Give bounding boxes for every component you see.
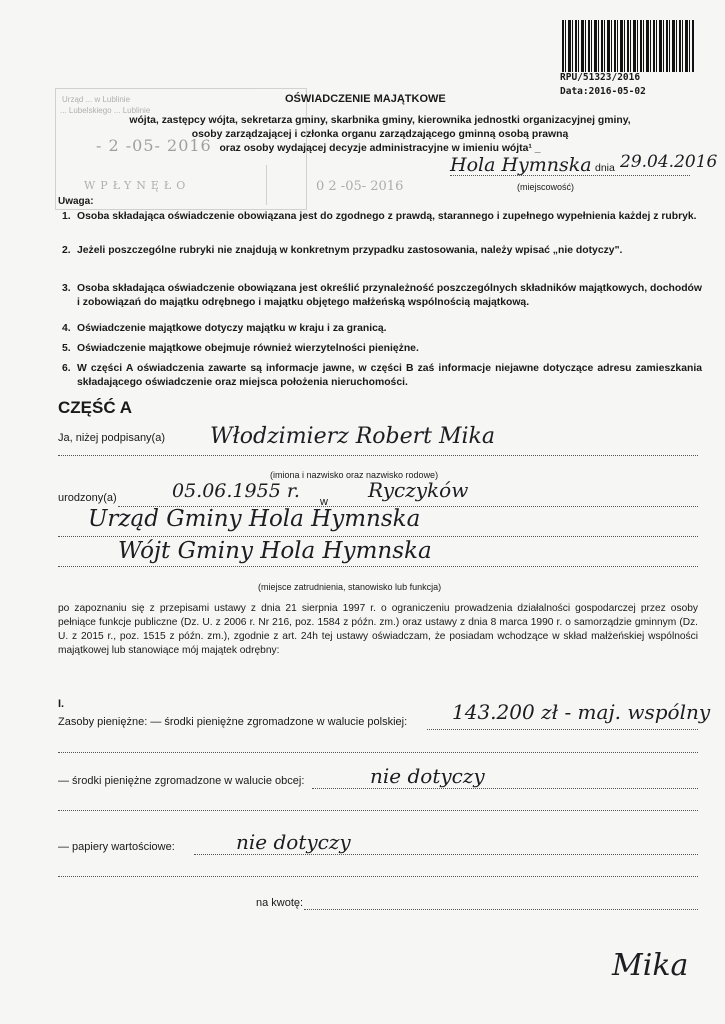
born-place-handwritten: Ryczyków: [368, 478, 469, 502]
amount-label: na kwotę:: [256, 897, 304, 909]
header-line-3: oraz osoby wydającej decyzje administracyjne w imieniu wójta¹ _: [219, 143, 541, 154]
securities-dotted-line-2: [58, 876, 698, 877]
employment-dotted-line-2: [58, 566, 698, 567]
instruction-number: 6.: [62, 363, 71, 374]
instruction-text: Jeżeli poszczególne rubryki nie znajdują w konkretnym przypadku zastosowania, należy wpisać „nie dotyczy".: [77, 245, 623, 256]
uwaga-label: Uwaga:: [58, 196, 94, 207]
header-lines: [70, 114, 690, 156]
stamp-date: - 2 -05- 2016: [96, 136, 212, 155]
place-handwritten: Hola Hymnska: [450, 154, 592, 176]
dnia-label: dnia: [595, 162, 615, 174]
pln-funds-label: Zasoby pieniężne: — środki pieniężne zgromadzone w walucie polskiej:: [58, 716, 408, 728]
declarant-dotted-line: [58, 455, 698, 456]
stamp-date-2: 0 2 -05- 2016: [316, 179, 404, 194]
document-title: OŚWIADCZENIE MAJĄTKOWE: [285, 93, 446, 105]
born-date-handwritten: 05.06.1955 r.: [172, 480, 300, 502]
employment-caption: (miejsce zatrudnienia, stanowisko lub funkcja): [258, 582, 442, 592]
amount-dotted-line: [304, 909, 698, 910]
signature-handwritten: Mika: [612, 948, 689, 983]
instruction-number: 3.: [62, 283, 71, 294]
employment-line-2-handwritten: Wójt Gminy Hola Hymnska: [118, 538, 432, 564]
instruction-number: 1.: [62, 211, 71, 222]
date-handwritten: 29.04.2016: [620, 152, 718, 172]
securities-dotted-line: [194, 854, 698, 855]
foreign-dotted-line: [312, 788, 698, 789]
born-in-label: w: [320, 496, 328, 508]
instruction-text: Osoba składająca oświadczenie obowiązana jest do zgodnego z prawdą, starannego i zupełnego wypełnienia każdej z rubryk.: [77, 211, 697, 222]
name-caption: (imiona i nazwisko oraz nazwisko rodowe): [270, 470, 439, 480]
foreign-funds-label: — środki pieniężne zgromadzone w walucie obcej:: [58, 775, 305, 787]
header-line-2: osoby zarządzającej i członka organu zarządzającego gminną osobą prawną: [191, 129, 569, 140]
place-caption: (miejscowość): [517, 182, 575, 192]
instruction-text: Oświadczenie majątkowe dotyczy majątku w kraju i za granicą.: [77, 323, 387, 334]
instruction-number: 4.: [62, 323, 71, 334]
registry-date: Data:2016-05-02: [560, 86, 646, 97]
section-one-numeral: I.: [58, 698, 65, 710]
employment-line-1-handwritten: Urząd Gminy Hola Hymnska: [88, 506, 421, 532]
born-label: urodzony(a): [58, 492, 117, 504]
stamp-line-1: Urząd ... w Lublinie: [62, 95, 131, 104]
instruction-text: Oświadczenie majątkowe obejmuje również wierzytelności pieniężne.: [77, 343, 419, 354]
stamp-received: WPŁYNĘŁO: [84, 179, 191, 192]
barcode-image: [562, 20, 694, 72]
instruction-text: W części A oświadczenia zawarte są informacje jawne, w części B zaś informacje niejawne dotyczące adresu zamieszkania składającego oświadczenie oraz miejsca położenia nieruchomości.: [77, 363, 702, 388]
legal-basis-paragraph: po zapoznaniu się z przepisami ustawy z dnia 21 sierpnia 1997 r. o ograniczeniu prowadzenia działalności gospodarczej przez osoby pełniące funkcje publiczne (Dz. U. z 2006 r. Nr 216, poz. 1584 z późn. zm.) oraz ustawy z dnia 8 marca 1990 r. o samorządzie gminnym (Dz. U. z 2015 r., poz. 1515 z późn. zm.), zgodnie z art. 24h tej ustawy oświadczam, że posiadam wchodzące w skład małżeńskiej wspólności majątkowej lub stanowiące mój majątek odrębny:: [58, 603, 698, 656]
instruction-number: 2.: [62, 245, 71, 256]
pln-dotted-line-2: [58, 752, 698, 753]
place-date-dotted-line: [450, 175, 690, 176]
instruction-text: Osoba składająca oświadczenie obowiązana jest określić przynależność poszczególnych składników majątkowych, dochodów i zobowiązań do majątku odrębnego i majątku objętego małżeńską wspólnością majątkową.: [77, 283, 702, 308]
registry-number: RPU/51323/2016: [560, 72, 641, 83]
declarant-label: Ja, niżej podpisany(a): [58, 432, 166, 444]
part-a-heading: CZĘŚĆ A: [58, 398, 132, 417]
stamp-line-2: ... Lubelskiego ... Lublinie: [60, 106, 151, 115]
pln-dotted-line: [427, 729, 698, 730]
foreign-funds-handwritten: nie dotyczy: [370, 764, 485, 788]
employment-dotted-line-1: [58, 536, 698, 537]
securities-label: — papiery wartościowe:: [58, 841, 175, 853]
declarant-name-handwritten: Włodzimierz Robert Mika: [210, 424, 495, 449]
securities-handwritten: nie dotyczy: [236, 830, 351, 854]
foreign-dotted-line-2: [58, 810, 698, 811]
header-line-1: wójta, zastępcy wójta, sekretarza gminy, skarbnika gminy, kierownika jednostki organizacyjnej gminy,: [129, 115, 631, 126]
instruction-number: 5.: [62, 343, 71, 354]
pln-funds-handwritten: 143.200 zł - maj. wspólny: [452, 700, 711, 724]
